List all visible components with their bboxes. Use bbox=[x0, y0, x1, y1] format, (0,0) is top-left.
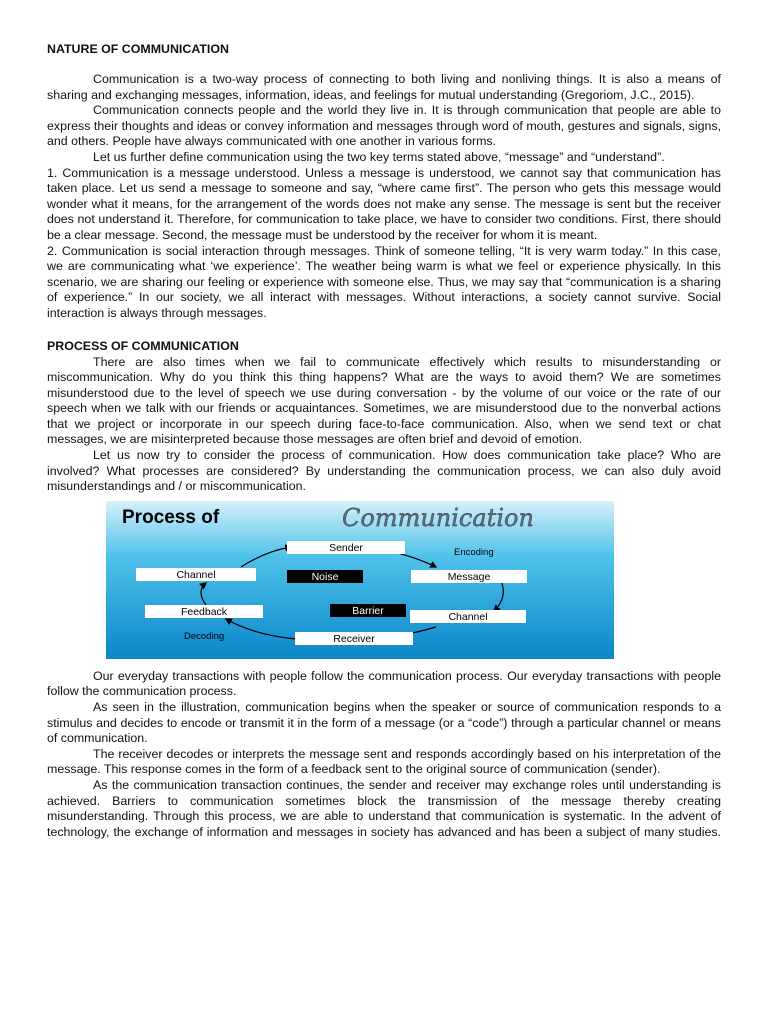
receiver-label: Receiver bbox=[333, 632, 375, 645]
channel-left-label: Channel bbox=[176, 568, 216, 581]
document-body bbox=[47, 40, 721, 840]
section-heading-nature: NATURE OF COMMUNICATION bbox=[47, 42, 229, 56]
process-of-communication-figure bbox=[106, 501, 614, 659]
paragraph: 1. Communication is a message understood. Unless a message is understood, we cannot say that communication has taken place. Let us send a message to someone and say, “where came first”. The person who gets this message would wonder what it means, for the arrangement of the words does not make any sense. The message is sent but the receiver does not understand it. Therefore, for communication to take place, we have to consider two conditions. First, there should be a clear message. Second, the message must be understood by the receiver for whom it is meant. bbox=[47, 165, 721, 242]
noise-label: Noise bbox=[311, 570, 339, 583]
channel-right-label: Channel bbox=[448, 610, 488, 623]
figure-title: Process of bbox=[122, 506, 220, 528]
paragraph: The receiver decodes or interprets the message sent and responds accordingly based on his interpretation of the message. This response comes in the form of a feedback sent to the original source of communication (sender). bbox=[47, 746, 721, 777]
encoding-label: Encoding bbox=[454, 546, 494, 558]
decoding-label: Decoding bbox=[184, 630, 225, 642]
section-heading-process: PROCESS OF COMMUNICATION bbox=[47, 338, 239, 353]
message-label: Message bbox=[447, 570, 491, 583]
paragraph: 2. Communication is social interaction through messages. Think of someone telling, “It is very warm today.” In this case, we are communicating what ‘we experience’. The weather being warm is what we feel or experience physically. In this scenario, we are sharing our feeling or experience with someone else. Thus, we may say that “communication is a sharing of experience.” In our society, we all interact with messages. Without interactions, a society cannot survive. Social interaction is always through messages. bbox=[47, 243, 721, 320]
paragraph: As seen in the illustration, communication begins when the speaker or source of communication responds to a stimulus and decides to encode or transmit it in the form of a message (or a “code”) through a particular channel or means of communication. bbox=[47, 700, 721, 746]
paragraph: Communication is a two-way process of connecting to both living and nonliving things. It is also a means of sharing and exchanging messages, information, ideas, and feelings for mutual understanding (Gregoriom, J.C., 2015). bbox=[47, 72, 721, 102]
paragraph: Our everyday transactions with people follow the communication process. Our everyday transactions with people follow the communication process. bbox=[47, 668, 721, 699]
paragraph: As the communication transaction continues, the sender and receiver may exchange roles until understanding is achieved. Barriers to communication sometimes block the transmission of the message thereby creating misunderstanding. Through this process, we are able to understand that communication is systematic. In the advent of technology, the exchange of information and messages in society has advanced and has been a subject of many studies. bbox=[47, 778, 721, 839]
paragraph: Communication connects people and the world they live in. It is through communication that people are able to express their thoughts and ideas or convey information and messages through word of mouth, gestures and signals, signs, and others. People have always communicated with one another in various forms. bbox=[47, 103, 721, 149]
paragraph: There are also times when we fail to communicate effectively which results to misunderstanding or miscommunication. Why do you think this thing happens? What are the ways to avoid them? We are sometimes misunderstood due to the level of speech we use during conversation - by the volume of our voice or the rate of our speech when we talk with our friends or acquaintances. Sometimes, we are misunderstood due to the nonverbal actions that we project or incorporate in our speech during face-to-face communication. Also, when we send text or chat messages, we are misinterpreted because those messages are often brief and devoid of emotion. bbox=[47, 354, 721, 447]
paragraph: Let us now try to consider the process of communication. How does communication take place? Who are involved? What processes are considered? By understanding the communication process, we can also duly avoid misunderstandings and / or miscommunication. bbox=[47, 448, 721, 494]
figure-title-script: Communication bbox=[342, 503, 534, 532]
sender-label: Sender bbox=[329, 541, 363, 554]
paragraph: Let us further define communication using the two key terms stated above, “message” and “understand”. bbox=[93, 149, 665, 164]
process-diagram bbox=[106, 501, 614, 659]
feedback-label: Feedback bbox=[180, 605, 228, 618]
barrier-label: Barrier bbox=[352, 604, 384, 617]
